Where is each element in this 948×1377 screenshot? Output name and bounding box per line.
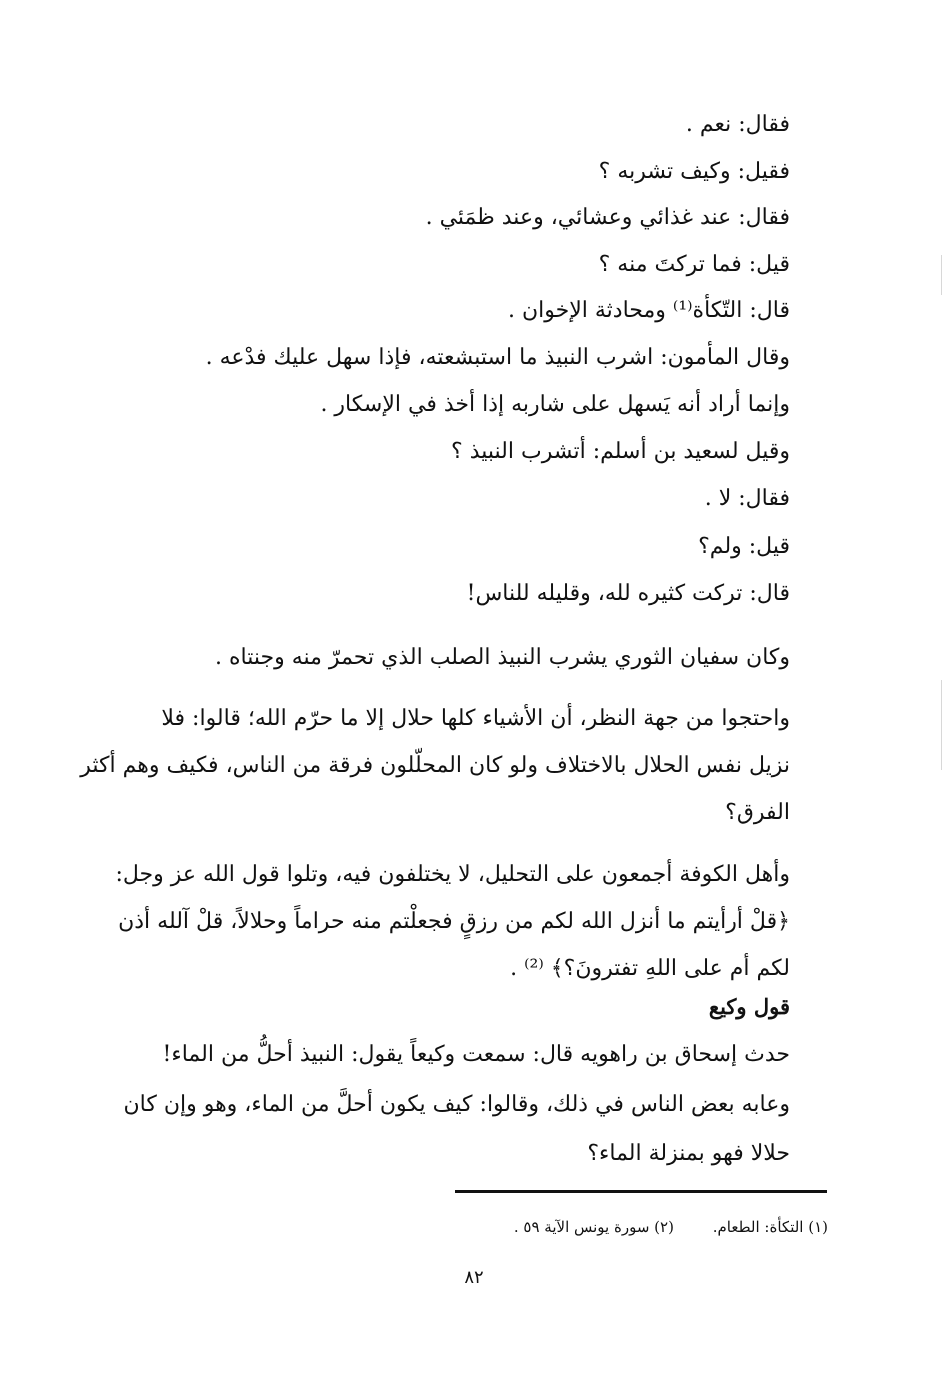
text-line-10: قيل: ولم؟ xyxy=(698,534,790,559)
footnote-1: (١) التكأة: الطعام. xyxy=(712,1218,828,1236)
text-line-18: وعابه بعض الناس في ذلك، وقالوا: كيف يكون أحلَّ من الماء، وهو وإن كان xyxy=(123,1092,790,1117)
scan-artifact-mark xyxy=(941,255,942,295)
page-number: ٨٢ xyxy=(464,1267,484,1288)
text-line-15: الفرق؟ xyxy=(725,800,790,825)
text-line-5: قال: التّكأة⁽¹⁾ ومحادثة الإخوان . xyxy=(508,298,790,323)
text-line-19: حلالا فهو بمنزلة الماء؟ xyxy=(587,1141,790,1166)
text-line-2: فقيل: وكيف تشربه ؟ xyxy=(598,159,790,184)
text-line-7: وإنما أراد أنه يَسهل على شاربه إذا أخذ في الإسكار . xyxy=(320,392,790,417)
text-line-4: قيل: فما تركتَ منه ؟ xyxy=(598,252,790,277)
text-line-3: فقال: عند غذائي وعشائي، وعند ظمَئي . xyxy=(425,205,790,230)
text-line-16: وأهل الكوفة أجمعون على التحليل، لا يختلفون فيه، وتلوا قول الله عز وجل: xyxy=(115,862,790,887)
section-heading: قول وكيع xyxy=(708,994,790,1019)
text-line-9: فقال: لا . xyxy=(704,486,790,511)
text-line-14: نزيل نفس الحلال بالاختلاف ولو كان المحلّلون فرقة من الناس، فكيف وهم أكثر xyxy=(80,753,790,778)
text-line-17: حدث إسحاق بن راهويه قال: سمعت وكيعاً يقول: النبيذ أحلُّ من الماء! xyxy=(162,1042,790,1067)
quran-verse-line-1: ﴿قلْ أرأيتم ما أنزل الله لكم من رزقٍ فجعلْتم منه حراماً وحلالاً، قلْ آلله أذن xyxy=(118,909,790,934)
footnote-divider xyxy=(455,1190,827,1193)
quran-verse-line-2: لكم أم على اللهِ تفترونَ؟﴾ ⁽²⁾ . xyxy=(510,956,790,981)
footnotes xyxy=(480,1218,828,1236)
text-line-8: وقيل لسعيد بن أسلم: أتشرب النبيذ ؟ xyxy=(451,439,790,464)
text-line-1: فقال: نعم . xyxy=(685,112,790,137)
text-line-6: وقال المأمون: اشرب النبيذ ما استبشعته، فإذا سهل عليك فدْعه . xyxy=(205,345,790,370)
scan-artifact-mark xyxy=(941,680,942,770)
text-line-12: وكان سفيان الثوري يشرب النبيذ الصلب الذي تحمرّ منه وجنتاه . xyxy=(215,645,790,670)
text-line-13: واحتجوا من جهة النظر، أن الأشياء كلها حلال إلا ما حرّم الله؛ قالوا: فلا xyxy=(161,706,790,731)
footnote-2: (٢) سورة يونس الآية ٥٩ . xyxy=(513,1218,674,1236)
text-line-11: قال: تركت كثيره لله، وقليله للناس! xyxy=(466,581,790,606)
